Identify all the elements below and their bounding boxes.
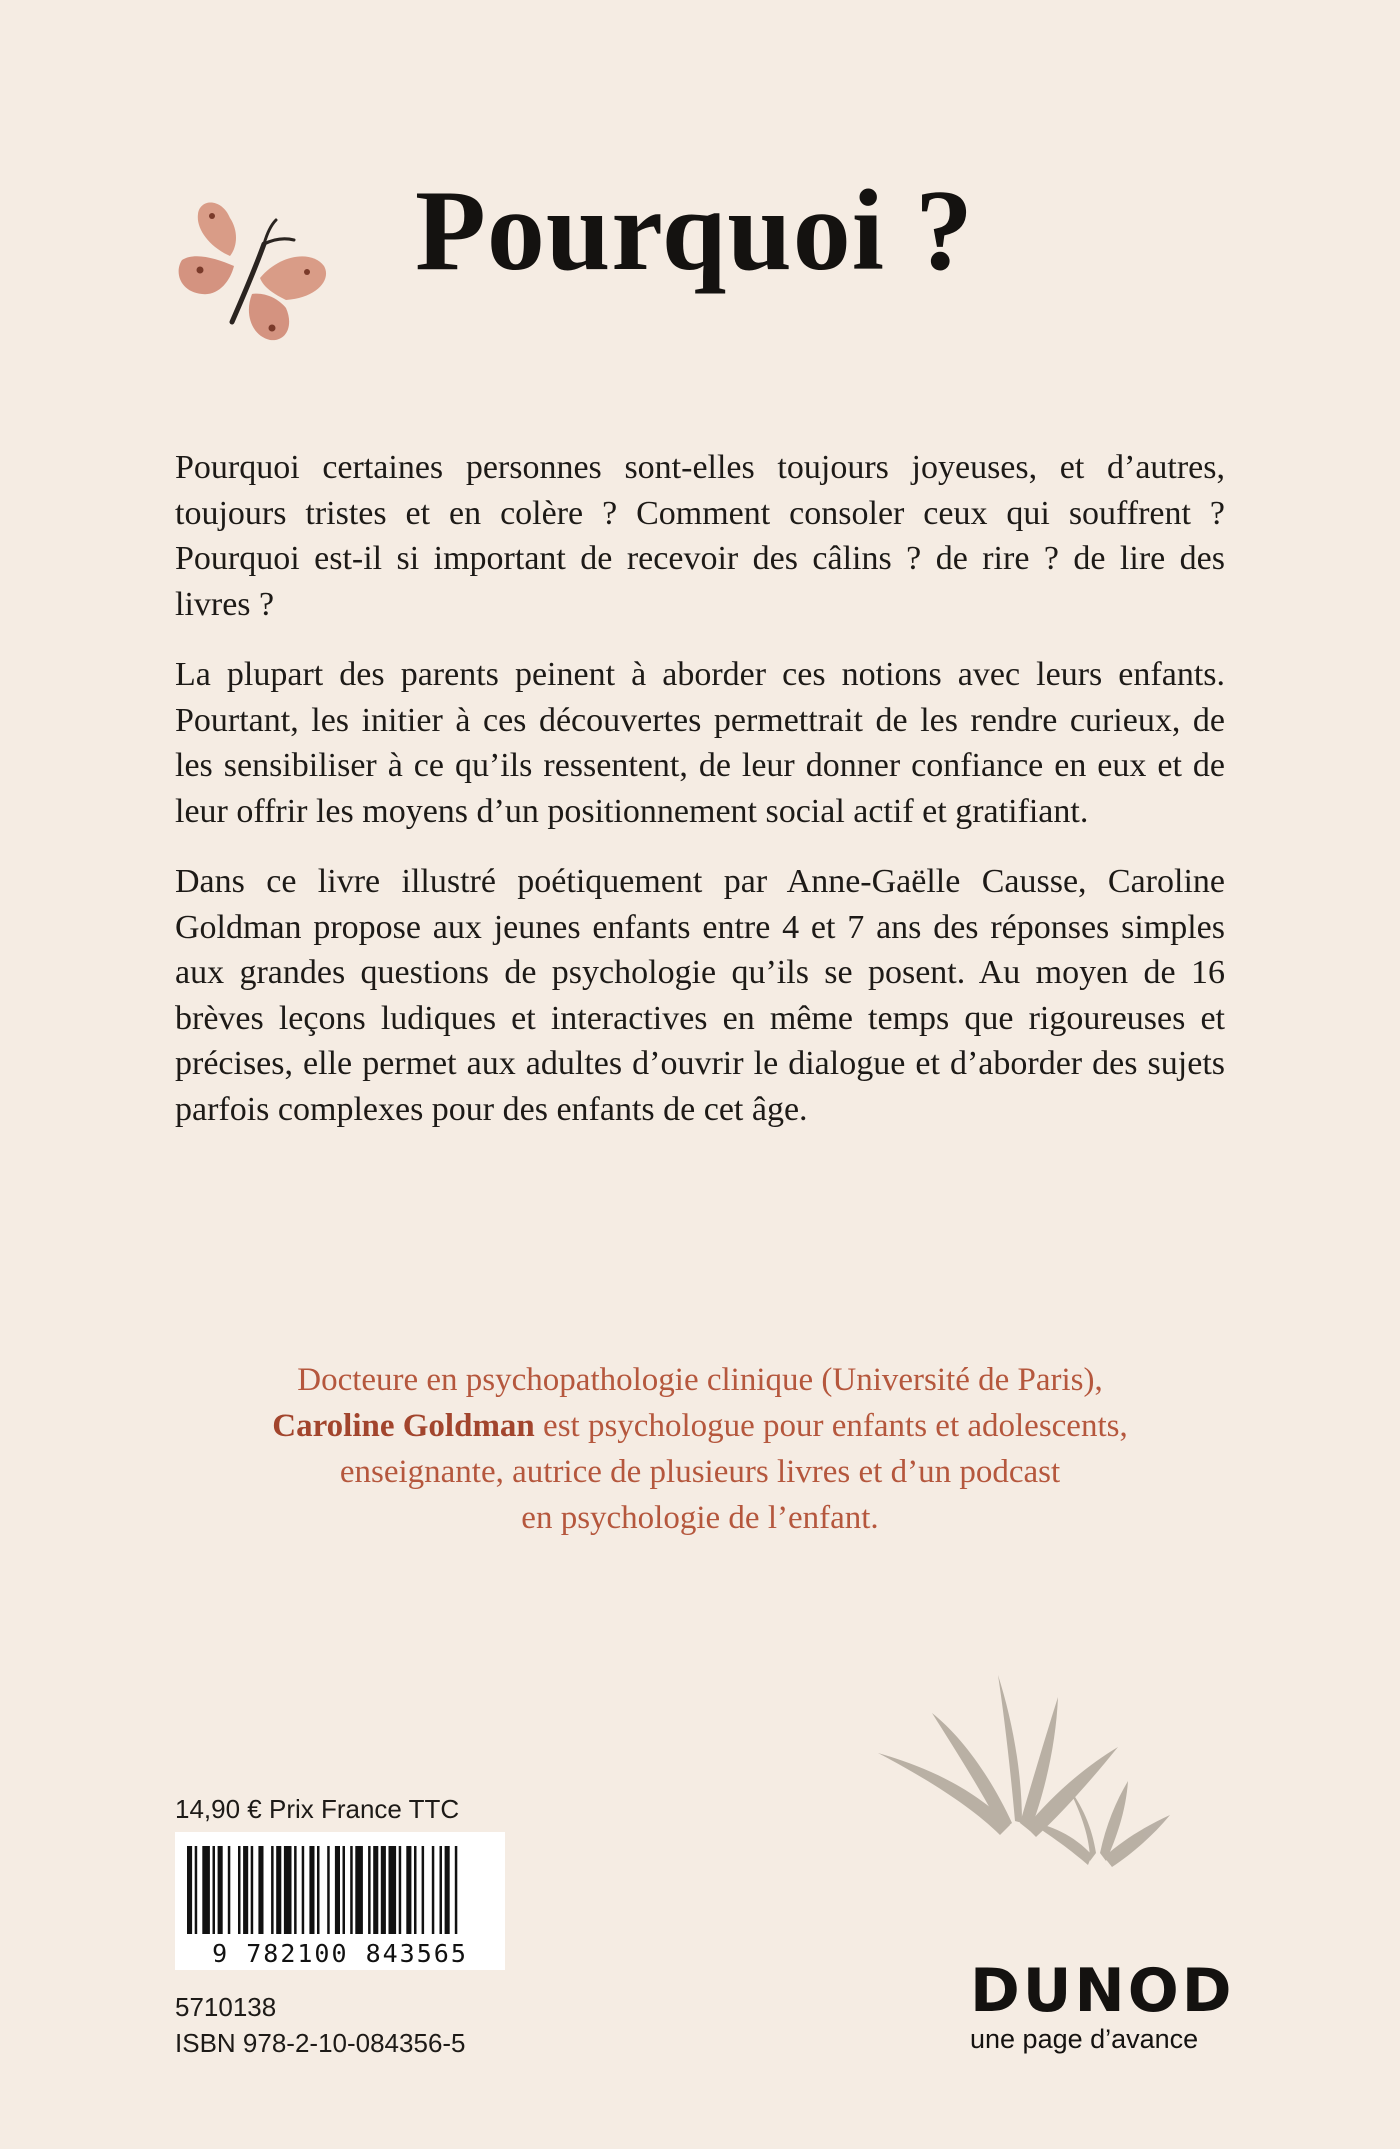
barcode-bar bbox=[399, 1846, 402, 1934]
barcode bbox=[175, 1832, 505, 1970]
product-code: 5710138 bbox=[175, 1992, 277, 2022]
barcode-bar bbox=[276, 1846, 281, 1934]
barcode-bar bbox=[368, 1846, 371, 1934]
barcode-bar bbox=[271, 1846, 274, 1934]
barcode-bar bbox=[284, 1846, 292, 1934]
barcode-bar bbox=[406, 1846, 411, 1934]
bio-line-1: Docteure en psychopathologie clinique (Université de Paris), bbox=[297, 1362, 1103, 1398]
price-label: 14,90 € Prix France TTC bbox=[175, 1794, 460, 1824]
barcode-bar bbox=[317, 1846, 320, 1934]
summary-paragraph-3: Dans ce livre illustré poétiquement par Anne-Gaëlle Causse, Caroline Goldman propose aux jeunes enfants entre 4 et 7 ans des réponses simples aux grandes questions de psychologie qu’ils se posent. Au moyen de 16 brèves leçons ludiques et interactives en même temps que rigoureuses et précises, elle permet aux adultes d’ouvrir le dialogue et d’aborder des sujets parfois complexes pour des enfants de cet âge. bbox=[175, 863, 1225, 1128]
bio-line-4: en psychologie de l’enfant. bbox=[521, 1500, 879, 1536]
barcode-bar bbox=[294, 1846, 297, 1934]
barcode-bar bbox=[432, 1846, 435, 1934]
barcode-bar bbox=[187, 1846, 192, 1934]
summary-paragraph-2: La plupart des parents peinent à aborder ces notions avec leurs enfants. Pourtant, les initier à ces découvertes permettrait de les rendre curieux, de les sensibiliser à ce qu’ils ressentent, de leur donner confiance en eux et de leur offrir les moyens d’un positionnement social actif et gratifiant. bbox=[175, 656, 1225, 830]
barcode-bar bbox=[327, 1846, 330, 1934]
summary-paragraph-1: Pourquoi certaines personnes sont-elles toujours joyeuses, et d’autres, toujours tristes et en colère ? Comment consoler ceux qui souffrent ? Pourquoi est-il si important de recevoir des câlins ? de rire ? de lire des livres ? bbox=[175, 449, 1225, 623]
bio-line-2-rest: est psychologue pour enfants et adolescents, bbox=[534, 1408, 1128, 1444]
barcode-bar bbox=[213, 1846, 216, 1934]
barcode-bar bbox=[218, 1846, 223, 1934]
barcode-number: 9 782100 843565 bbox=[212, 1939, 468, 1968]
barcode-bar bbox=[258, 1846, 263, 1934]
barcode-bar bbox=[343, 1846, 346, 1934]
butterfly-icon bbox=[172, 190, 342, 350]
barcode-bar bbox=[238, 1846, 241, 1934]
barcode-bar bbox=[335, 1846, 340, 1934]
barcode-bar bbox=[355, 1846, 363, 1934]
barcode-bar bbox=[243, 1846, 248, 1934]
publisher-tagline: une page d’avance bbox=[970, 2024, 1199, 2054]
barcode-bar bbox=[422, 1846, 425, 1934]
barcode-bar bbox=[455, 1846, 458, 1934]
barcode-bar bbox=[202, 1846, 210, 1934]
barcode-bar bbox=[309, 1846, 314, 1934]
barcode-bar bbox=[251, 1846, 254, 1934]
barcode-bar bbox=[414, 1846, 417, 1934]
author-bio bbox=[175, 1357, 1225, 1541]
publisher-logo bbox=[970, 1956, 1235, 2056]
plant-sprouts-icon bbox=[860, 1655, 1180, 1870]
barcode-bar bbox=[350, 1846, 353, 1934]
barcode-bar bbox=[373, 1846, 378, 1934]
bio-line-2 bbox=[175, 1403, 1225, 1449]
barcode-bar bbox=[389, 1846, 397, 1934]
barcode-bar bbox=[302, 1846, 305, 1934]
isbn-label: ISBN 978-2-10-084356-5 bbox=[175, 2028, 466, 2058]
publisher-name: DUNOD bbox=[970, 1956, 1235, 2026]
author-name: Caroline Goldman bbox=[272, 1408, 535, 1444]
barcode-bar bbox=[440, 1846, 443, 1934]
barcode-bar bbox=[195, 1846, 198, 1934]
barcode-bars bbox=[175, 1832, 505, 1942]
back-cover-summary bbox=[175, 445, 1225, 1157]
bio-line-3: enseignante, autrice de plusieurs livres et d’un podcast bbox=[339, 1454, 1061, 1490]
barcode-bar bbox=[381, 1846, 386, 1934]
barcode-bar bbox=[445, 1846, 450, 1934]
barcode-bar bbox=[228, 1846, 231, 1934]
book-title: Pourquoi ? bbox=[415, 167, 975, 295]
